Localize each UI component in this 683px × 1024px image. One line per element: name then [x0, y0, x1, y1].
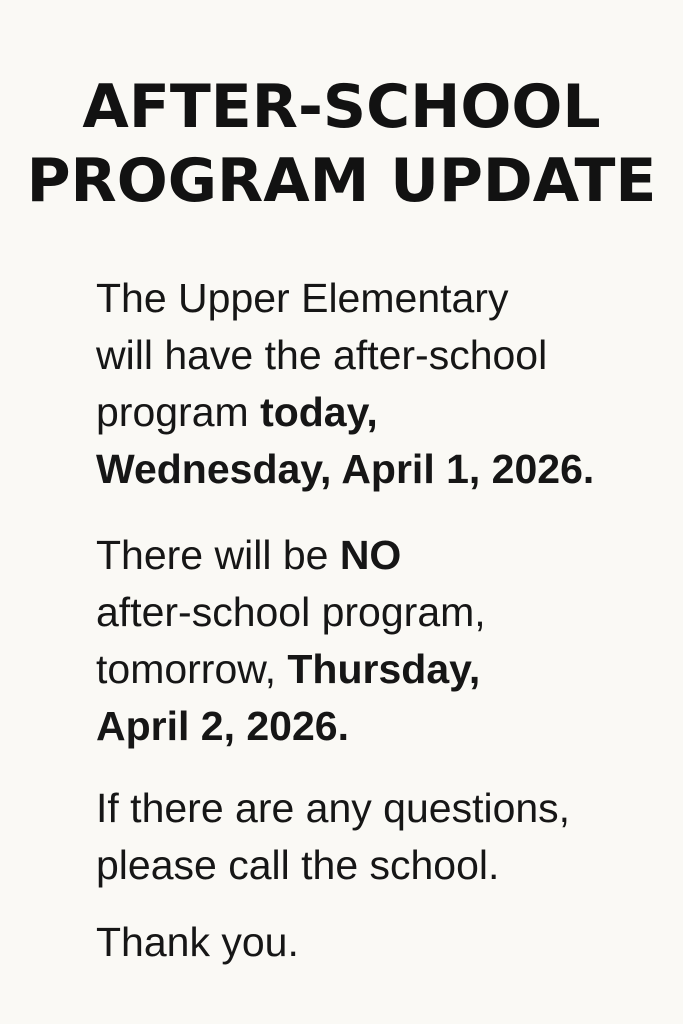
- paragraph-questions: [96, 780, 656, 894]
- p2-line-1-text: There will be: [96, 532, 340, 578]
- p2-line-1: [96, 527, 656, 584]
- p2-line-3-text: tomorrow,: [96, 646, 288, 692]
- p1-line-1: The Upper Elementary: [96, 275, 509, 321]
- tomorrow-date: April 2, 2026.: [96, 703, 349, 749]
- notice-title: [0, 70, 683, 218]
- paragraph-thanks: [96, 914, 656, 971]
- p2-line-3: [96, 641, 656, 698]
- p2-line-2: after-school program,: [96, 589, 486, 635]
- title-line-2: PROGRAM UPDATE: [26, 146, 657, 216]
- no-emphasis: NO: [339, 532, 402, 578]
- p3-line-1: If there are any questions,: [96, 785, 571, 831]
- p1-line-3: [96, 384, 656, 441]
- title-line-1: AFTER-SCHOOL: [82, 72, 601, 142]
- p1-line-2: will have the after-school: [96, 332, 548, 378]
- tomorrow-day: Thursday,: [287, 646, 481, 692]
- p4-line-1: Thank you.: [96, 919, 299, 965]
- p1-line-4: [96, 441, 656, 498]
- today-emphasis: today,: [260, 389, 378, 435]
- paragraph-today-program: [96, 270, 656, 498]
- paragraph-no-program: [96, 527, 656, 755]
- p3-line-2: please call the school.: [96, 842, 500, 888]
- p2-line-4: [96, 698, 656, 755]
- today-date: Wednesday, April 1, 2026.: [96, 446, 595, 492]
- p1-line-3-text: program: [96, 389, 261, 435]
